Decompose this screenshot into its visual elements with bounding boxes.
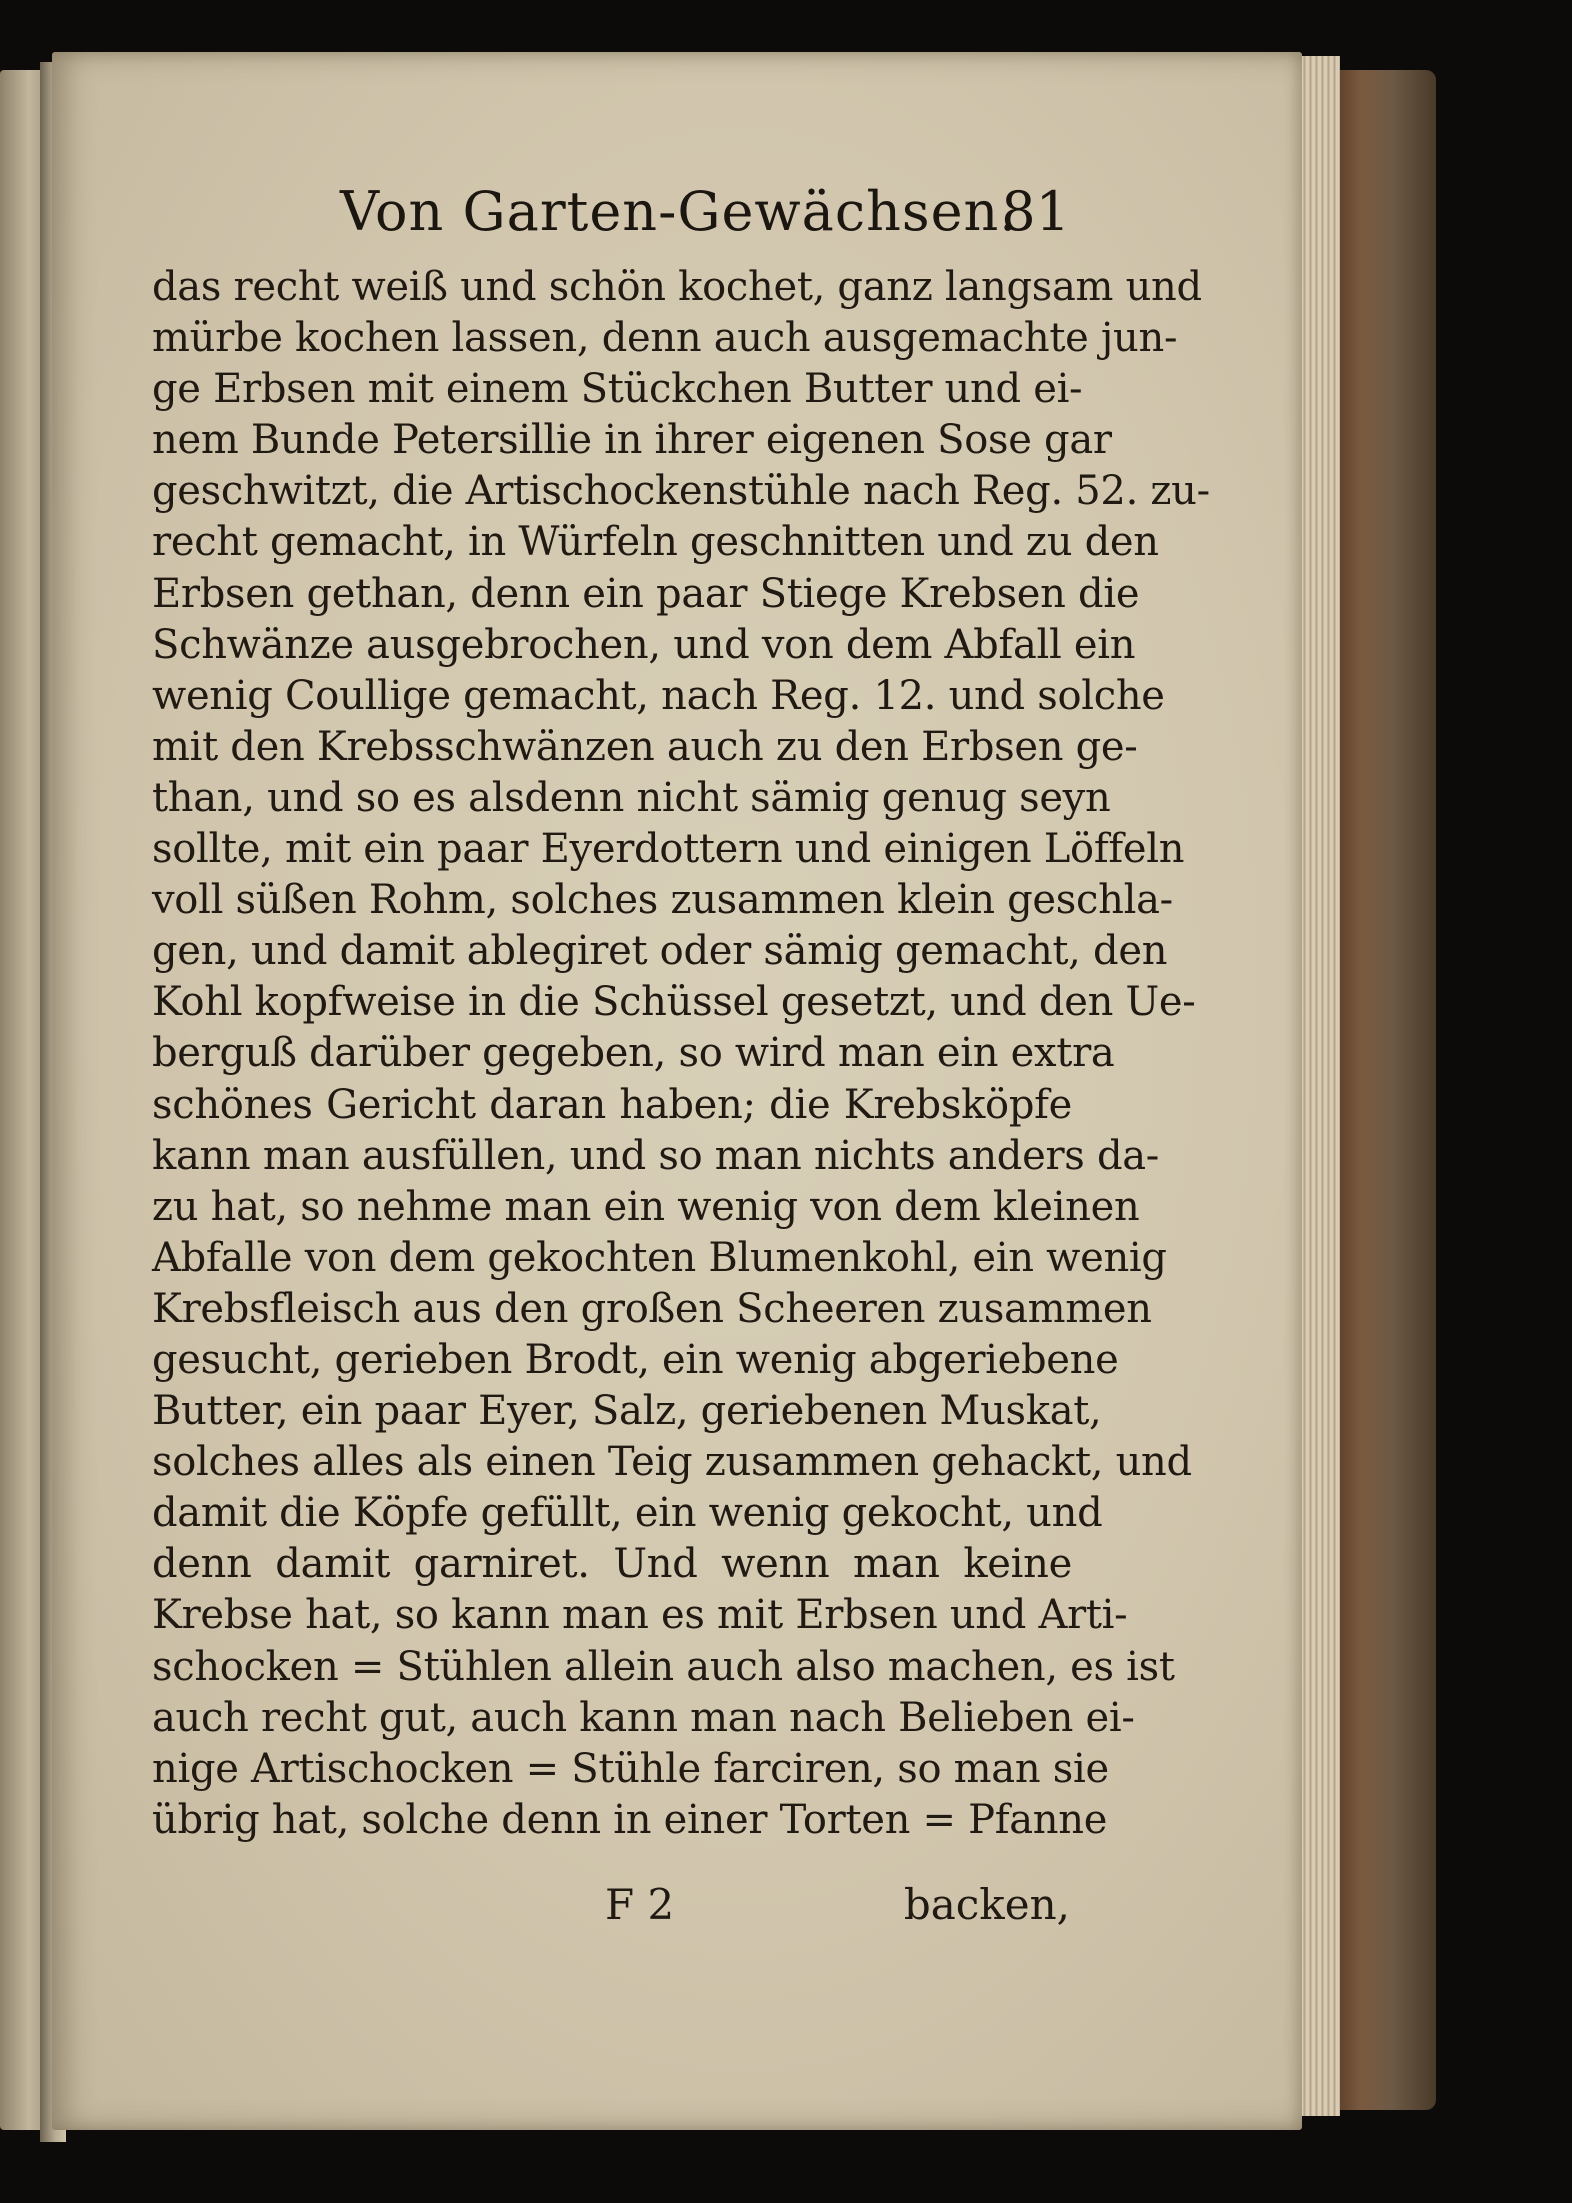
text-line: mit den Krebsschwänzen auch zu den Erbsen ge-: [152, 723, 1138, 770]
text-line: Schwänze ausgebrochen, und von dem Abfall ein: [152, 621, 1136, 668]
text-line: denn damit garniret. Und wenn man keine: [152, 1541, 1072, 1588]
catchword: backen,: [903, 1880, 1070, 1929]
text-line: damit die Köpfe gefüllt, ein wenig gekocht, und: [152, 1490, 1103, 1537]
page-footer: [150, 1880, 1070, 1940]
text-line: nige Artischocken = Stühle farciren, so man sie: [152, 1745, 1109, 1792]
text-line: gen, und damit ablegiret oder sämig gemacht, den: [152, 928, 1168, 975]
text-line: übrig hat, solche denn in einer Torten = Pfanne: [152, 1796, 1108, 1843]
text-line: schocken = Stühlen allein auch also machen, es ist: [152, 1643, 1175, 1690]
text-line: berguß darüber gegeben, so wird man ein extra: [152, 1030, 1115, 1077]
text-line: gesucht, gerieben Brodt, ein wenig abgeriebene: [152, 1336, 1119, 1383]
text-line: geschwitzt, die Artischockenstühle nach Reg. 52. zu-: [152, 468, 1210, 515]
page-number: 81: [1001, 180, 1070, 243]
text-line: recht gemacht, in Würfeln geschnitten und zu den: [152, 519, 1159, 566]
text-line: wenig Coullige gemacht, nach Reg. 12. und solche: [152, 672, 1165, 719]
text-line: solches alles als einen Teig zusammen gehackt, und: [152, 1439, 1192, 1486]
text-line: ge Erbsen mit einem Stückchen Butter und ei-: [152, 366, 1083, 413]
text-line: Erbsen gethan, denn ein paar Stiege Krebsen die: [152, 570, 1140, 617]
text-line: mürbe kochen lassen, denn auch ausgemachte jun-: [152, 315, 1178, 362]
text-line: Kohl kopfweise in die Schüssel gesetzt, und den Ue-: [152, 979, 1196, 1026]
text-line: voll süßen Rohm, solches zusammen klein geschla-: [152, 877, 1173, 924]
text-line: Krebsfleisch aus den großen Scheeren zusammen: [152, 1285, 1152, 1332]
text-line: nem Bunde Petersillie in ihrer eigenen Sose gar: [152, 417, 1112, 464]
text-line: das recht weiß und schön kochet, ganz langsam und: [152, 264, 1202, 310]
text-line: schönes Gericht daran haben; die Krebsköpfe: [152, 1081, 1072, 1128]
text-line: kann man ausfüllen, und so man nichts anders da-: [152, 1132, 1160, 1179]
text-line: zu hat, so nehme man ein wenig von dem kleinen: [152, 1183, 1140, 1230]
text-line: auch recht gut, auch kann man nach Belieben ei-: [152, 1694, 1135, 1741]
text-line: Krebse hat, so kann man es mit Erbsen und Arti-: [152, 1592, 1128, 1639]
running-title: Von Garten-Gewächsen.: [340, 180, 1018, 243]
page-header: [150, 180, 1070, 260]
text-line: Butter, ein paar Eyer, Salz, geriebenen Muskat,: [152, 1388, 1102, 1435]
signature-mark: F 2: [605, 1880, 675, 1929]
text-line: sollte, mit ein paar Eyerdottern und einigen Löffeln: [152, 826, 1185, 873]
text-line: than, und so es alsdenn nicht sämig genug seyn: [152, 774, 1111, 821]
body-text: [152, 262, 1210, 1846]
book-cover: [1336, 70, 1436, 2110]
text-line: Abfalle von dem gekochten Blumenkohl, ein wenig: [152, 1234, 1167, 1281]
